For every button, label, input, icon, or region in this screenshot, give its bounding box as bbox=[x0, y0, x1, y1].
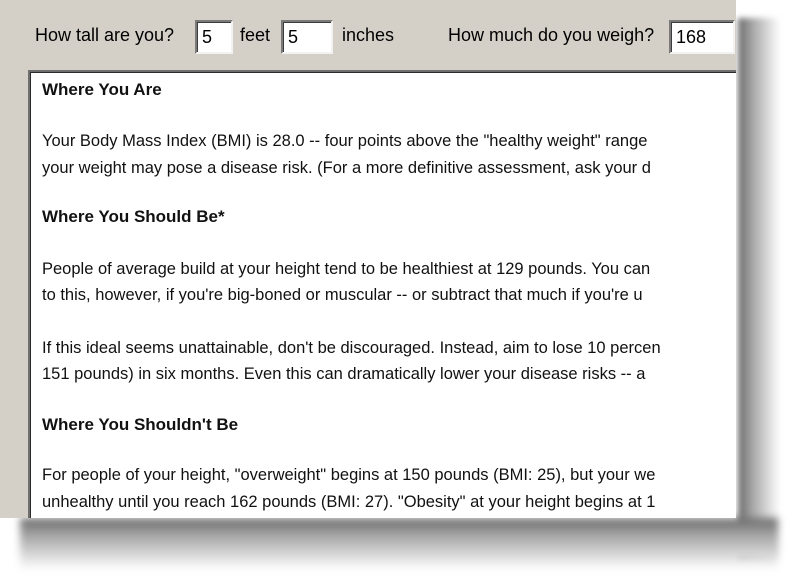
feet-label: feet bbox=[240, 25, 271, 45]
input-toolbar bbox=[0, 0, 736, 68]
weight-input[interactable] bbox=[669, 20, 735, 54]
height-question-label: How tall are you? bbox=[35, 25, 175, 45]
heading-where-you-are: Where You Are bbox=[42, 80, 162, 99]
shouldnt-be-line-1: For people of your height, "overweight" begins at 150 pounds (BMI: 25), but your we bbox=[42, 466, 656, 484]
inches-input[interactable] bbox=[281, 20, 333, 54]
heading-where-you-should-be: Where You Should Be* bbox=[42, 207, 225, 226]
feet-input[interactable] bbox=[195, 20, 233, 54]
where-you-are-line-1: Your Body Mass Index (BMI) is 28.0 -- four points above the "healthy weight" range bbox=[42, 132, 648, 150]
inches-label: inches bbox=[342, 25, 395, 45]
where-you-are-line-2: your weight may pose a disease risk. (For a more definitive assessment, ask your d bbox=[42, 159, 651, 177]
should-be-p1-line-1: People of average build at your height tend to be healthiest at 129 pounds. You can bbox=[42, 260, 651, 278]
shouldnt-be-line-2: unhealthy until you reach 162 pounds (BMI: 27). "Obesity" at your height begins at 1 bbox=[42, 493, 656, 511]
should-be-p2-line-2: 151 pounds) in six months. Even this can dramatically lower your disease risks -- a bbox=[42, 365, 646, 383]
results-text-pane[interactable] bbox=[28, 70, 736, 518]
heading-where-you-shouldnt-be: Where You Shouldn't Be bbox=[42, 415, 239, 434]
window-shadow-bottom bbox=[20, 518, 778, 570]
window-shadow-right bbox=[738, 18, 780, 558]
should-be-p2-line-1: If this ideal seems unattainable, don't be discouraged. Instead, aim to lose 10 percen bbox=[42, 339, 661, 357]
weight-question-label: How much do you weigh? bbox=[448, 25, 655, 45]
should-be-p1-line-2: to this, however, if you're big-boned or muscular -- or subtract that much if you're u bbox=[42, 286, 643, 304]
